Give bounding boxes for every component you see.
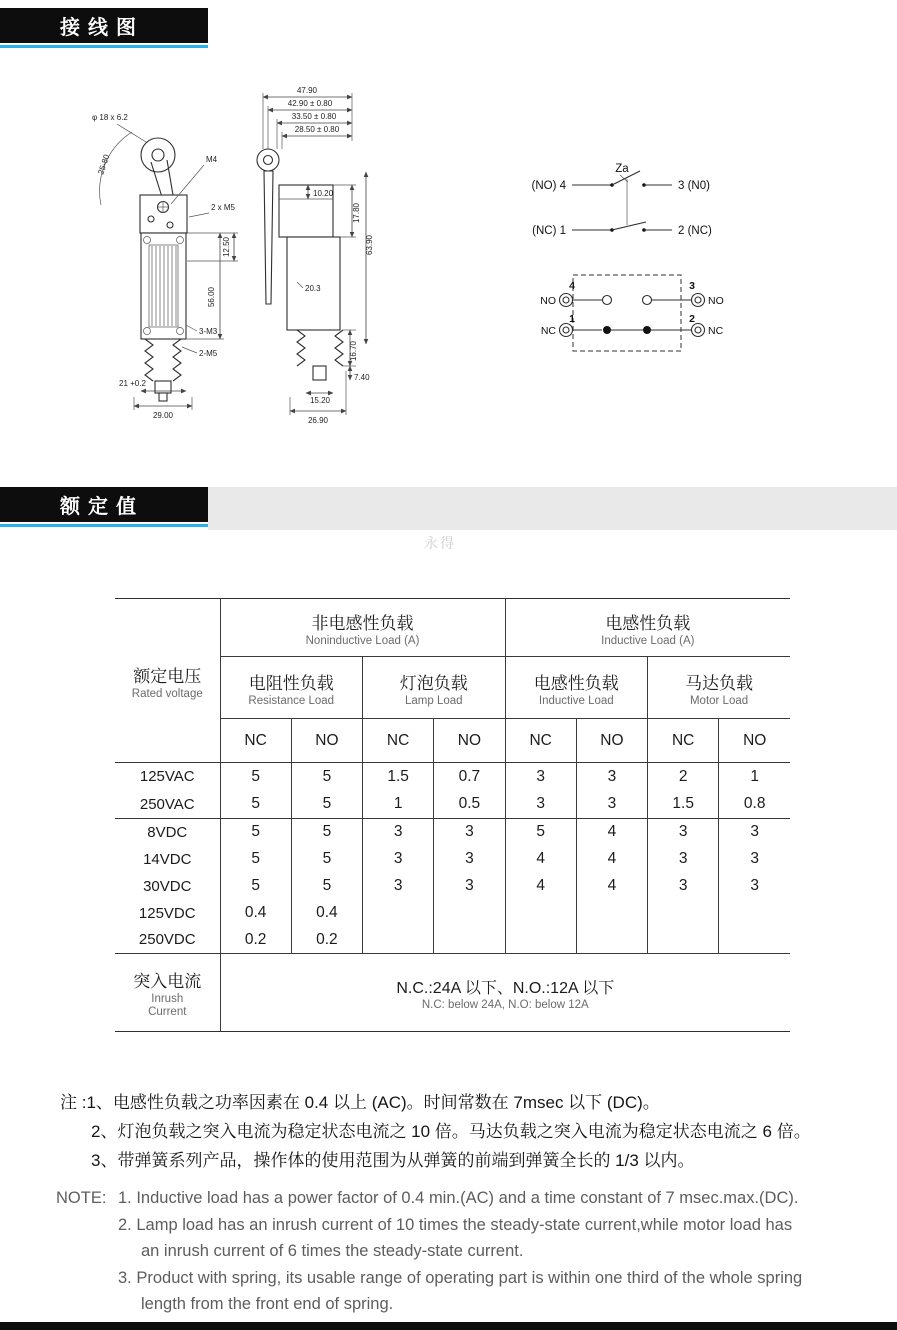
dim-3m3: 3-M3 — [199, 327, 218, 336]
section-title-wiring: 接线图 — [60, 17, 144, 39]
terminal-nc-left-label: NC — [540, 325, 556, 337]
voltage-cell: 125VAC — [115, 763, 220, 791]
section-title-bar — [0, 8, 208, 43]
table-row — [115, 846, 790, 873]
voltage-cell: 250VAC — [139, 795, 195, 813]
notes-chinese — [60, 1088, 895, 1175]
rating-table — [115, 598, 790, 1032]
terminal-4-label: 4 — [569, 280, 575, 292]
load-type-motor: 马达负载 Motor Load — [648, 657, 791, 719]
dim-2m5: 2-M5 — [199, 349, 218, 358]
rating-cell: 5 — [291, 791, 362, 819]
rating-cell — [576, 900, 647, 927]
note-line: NOTE: 1. Inductive load has a power factor of 0.4 min.(AC) and a time constant of 7 msec.max.(DC). — [56, 1185, 813, 1212]
voltage-cell: 250VDC — [138, 931, 196, 949]
contact-no3-label: 3 (N0) — [678, 180, 710, 192]
rating-cell: 3 — [505, 763, 576, 791]
contact-header: NO — [576, 719, 647, 763]
terminal-diagram — [540, 275, 724, 351]
roller-lever-side — [257, 149, 279, 304]
rating-cell: 5 — [291, 819, 362, 846]
contact-header: NC — [648, 719, 719, 763]
notes-english — [56, 1185, 813, 1318]
rating-cell: 3 — [648, 873, 719, 900]
contact-header: NC — [505, 719, 576, 763]
contact-header: NO — [434, 719, 505, 763]
rating-cell: 3 — [719, 846, 790, 873]
rating-cell: 5 — [291, 763, 362, 791]
rated-voltage-zh: 额定电压 — [133, 666, 202, 686]
rating-cell: 3 — [363, 873, 434, 900]
note-line: 3、带弹簧系列产品，操作体的使用范围为从弹簧的前端到弹簧全长的 1/3 以内。 — [91, 1151, 695, 1170]
terminal-3-label: 3 — [689, 280, 695, 292]
dim-2xm5: 2 x M5 — [211, 203, 236, 212]
note-line: 3. Product with spring, its usable range of operating part is within one third of the whole spring length from the front end of spring. — [118, 1268, 803, 1313]
rating-cell — [648, 900, 719, 927]
side-view-drawing — [257, 86, 374, 425]
rating-cell — [505, 927, 576, 954]
rated-voltage-header — [115, 599, 220, 763]
accent-underline — [0, 45, 208, 48]
terminal-no-right-label: NO — [708, 295, 724, 307]
front-view-drawing — [92, 113, 238, 420]
rating-cell: 0.5 — [434, 791, 505, 819]
note-line: 注 :1、电感性负载之功率因素在 0.4 以上 (AC)。时间常数在 7msec 以下 (DC)。 — [60, 1093, 660, 1112]
inrush-value-cell: N.C.:24A 以下、N.O.:12A 以下 N.C: below 24A, N.O: below 12A — [220, 954, 790, 1032]
rating-cell: 3 — [648, 819, 719, 846]
rating-cell: 3 — [648, 846, 719, 873]
group-header-inductive: 电感性负载 Inductive Load (A) — [505, 599, 790, 657]
dim-29-00: 29.00 — [152, 411, 174, 420]
rating-cell: 5 — [220, 791, 291, 819]
dim-20-3: 20.3 — [305, 284, 321, 293]
rating-cell: 4 — [576, 846, 647, 873]
rating-cell: 5 — [291, 846, 362, 873]
rating-cell: 1 — [363, 791, 434, 819]
bellows-front — [145, 339, 181, 401]
rating-cell: 3 — [363, 846, 434, 873]
dim-7-40: 7.40 — [354, 373, 370, 382]
rating-cell — [719, 927, 790, 954]
section-header-rating — [0, 487, 897, 535]
group-header-noninductive: 非电感性负载 Noninductive Load (A) — [220, 599, 505, 657]
rating-cell: 5 — [220, 873, 291, 900]
dim-21: 21 +0.2 — [119, 379, 146, 388]
rating-cell — [434, 927, 505, 954]
rating-cell: 3 — [576, 791, 647, 819]
dim-12-50: 12.50 — [222, 236, 231, 258]
wiring-diagram-svg — [0, 75, 897, 430]
rating-cell: 0.2 — [291, 927, 362, 954]
rating-cell: 4 — [576, 819, 647, 846]
load-type-inductive: 电感性负载 Inductive Load — [505, 657, 648, 719]
table-row — [115, 791, 790, 819]
bellows-side — [297, 330, 343, 380]
rating-cell — [363, 927, 434, 954]
terminal-1-label: 1 — [569, 313, 575, 325]
rating-cell: 1.5 — [648, 791, 719, 819]
rating-cell: 4 — [576, 873, 647, 900]
dim-47-90: 47.90 — [296, 86, 318, 95]
dim-10-20: 10.20 — [313, 189, 334, 198]
table-row — [115, 873, 790, 900]
table-row — [115, 763, 790, 791]
watermark: 永得 — [424, 535, 456, 551]
rating-cell: 5 — [220, 846, 291, 873]
dim-63-90: 63.90 — [365, 234, 374, 256]
dim-15-20: 15.20 — [309, 396, 331, 405]
rating-cell: 3 — [434, 873, 505, 900]
contact-header: NO — [291, 719, 362, 763]
voltage-cell: 8VDC — [115, 819, 220, 846]
section-header-wiring — [0, 8, 897, 56]
note-line: 2、灯泡负载之突入电流为稳定状态电流之 10 倍。马达负载之突入电流为稳定状态电流之 6 倍。 — [91, 1122, 811, 1141]
load-type-resistance: 电阻性负载 Resistance Load — [220, 657, 363, 719]
rating-cell — [505, 900, 576, 927]
header-gray-bar — [208, 487, 897, 530]
note-en-label: NOTE: — [56, 1189, 107, 1207]
roller-lever — [141, 138, 175, 197]
contact-header: NC — [363, 719, 434, 763]
switch-head — [140, 195, 187, 233]
accent-underline — [0, 524, 208, 527]
rating-cell: 3 — [434, 846, 505, 873]
rating-cell: 5 — [291, 873, 362, 900]
terminal-nc-right-label: NC — [708, 325, 724, 337]
terminal-2-label: 2 — [689, 313, 695, 325]
rating-cell — [648, 927, 719, 954]
za-label: Za — [615, 163, 629, 175]
contact-nc1-label: (NC) 1 — [532, 225, 566, 237]
rating-cell: 0.8 — [719, 791, 790, 819]
rating-cell — [719, 900, 790, 927]
voltage-cell: 14VDC — [143, 850, 192, 868]
rating-cell: 3 — [576, 763, 647, 791]
rating-cell: 3 — [719, 819, 790, 846]
load-type-lamp: 灯泡负载 Lamp Load — [363, 657, 506, 719]
rating-cell: 5 — [220, 763, 291, 791]
table-row — [115, 819, 790, 846]
rating-cell: 3 — [363, 819, 434, 846]
dim-17-80: 17.80 — [352, 202, 361, 224]
dim-33-50: 33.50 ± 0.80 — [291, 112, 337, 121]
circuit-schematic — [532, 163, 713, 237]
rating-cell: 3 — [505, 791, 576, 819]
dim-angle-range: 25-80 — [96, 153, 112, 176]
rating-cell: 5 — [220, 819, 291, 846]
voltage-cell: 125VDC — [138, 904, 196, 922]
rating-cell — [576, 927, 647, 954]
rating-cell: 1 — [719, 763, 790, 791]
dim-roller: φ 18 x 6.2 — [92, 113, 128, 122]
rating-cell: 3 — [719, 873, 790, 900]
rated-voltage-en: Rated voltage — [131, 687, 203, 700]
rating-cell: 2 — [648, 763, 719, 791]
note-zh-label: 注 : — [60, 1093, 87, 1112]
dim-16-70: 16.70 — [349, 340, 358, 362]
section-title-bar — [0, 487, 208, 522]
inrush-row — [115, 954, 790, 1032]
contact-nc2-label: 2 (NC) — [678, 225, 712, 237]
contact-header: NO — [719, 719, 790, 763]
dim-56-00: 56.00 — [207, 286, 216, 308]
dim-28-50: 28.50 ± 0.80 — [294, 125, 340, 134]
dim-26-90: 26.90 — [307, 416, 329, 425]
rating-cell: 0.7 — [434, 763, 505, 791]
rating-cell — [434, 900, 505, 927]
note-line: 2. Lamp load has an inrush current of 10 times the steady-state current,while motor load has an inrush current of 6 times the steady-state current. — [118, 1215, 793, 1260]
section-title-rating: 额定值 — [60, 496, 144, 518]
rating-cell: 1.5 — [363, 763, 434, 791]
contact-header: NC — [220, 719, 291, 763]
voltage-cell: 30VDC — [143, 877, 192, 895]
rating-cell: 4 — [505, 846, 576, 873]
rating-cell: 5 — [505, 819, 576, 846]
rating-cell — [363, 900, 434, 927]
contact-no4-label: (NO) 4 — [531, 180, 566, 192]
table-row — [115, 927, 790, 954]
rating-cell: 4 — [505, 873, 576, 900]
dim-42-90: 42.90 ± 0.80 — [287, 99, 333, 108]
rating-cell: 0.4 — [220, 900, 291, 927]
rating-cell: 0.2 — [220, 927, 291, 954]
rating-cell: 0.4 — [291, 900, 362, 927]
terminal-no-left-label: NO — [540, 295, 556, 307]
inrush-label-cell: 突入电流 Inrush Current — [115, 954, 220, 1032]
footer-bar — [0, 1322, 897, 1330]
dim-m4: M4 — [206, 155, 218, 164]
switch-body — [141, 233, 186, 339]
rating-cell: 3 — [434, 819, 505, 846]
table-row — [115, 900, 790, 927]
rating-table-wrap — [115, 598, 790, 1032]
